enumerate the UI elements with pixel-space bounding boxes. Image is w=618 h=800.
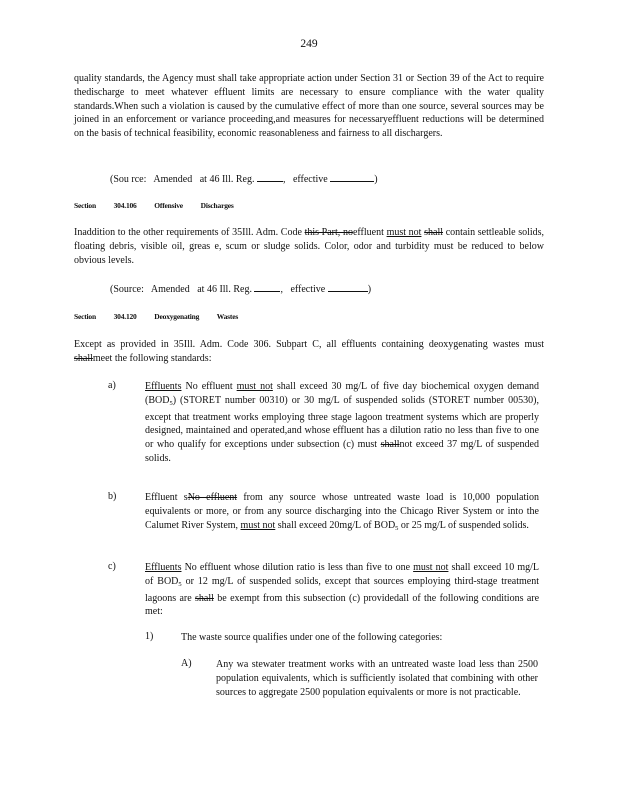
struck-text: this Part, no [304,227,353,238]
item-c1-label: 1) [145,631,154,642]
source-label: (Sou rce: [110,174,147,185]
item-b-label: b) [108,491,117,502]
paragraph-enforcement-text: quality standards, the Agency must shall take appropriate action under Section 31 or Section 39 of the Act to require thedischarge to meet whatever effluent limits are necessary to ensure compliance with the water quality standards.When such a violation is caused by the cumulative effect of more than one source, several sources may be joined in an enforcement or variance proceeding,and measures for necessaryeffluent reductions will be determined on the basis of technical feasibility, economic reasonableness and fairness to all dischargers. [74,73,544,140]
reg-blank [257,172,283,182]
item-c1: The waste source qualifies under one of the following categories: [181,632,443,643]
item-cA-label: A) [181,658,192,669]
item-a-label: a) [108,380,116,391]
inserted-text: must not [386,227,422,238]
effective-blank [330,172,374,182]
source-effective: effective [292,174,328,185]
source-note-1: (Sou rce: Amended at 46 Ill. Reg. , effective ) [110,174,378,185]
paragraph-offensive-discharges: Inaddition to the other requirements of 35Ill. Adm. Code this Part, noeffluent must not shall contain settleable solids, floating debris, visible oil, greas e, scum or sludge solids. Color, odor and turbidity must be reduced to below obvious levels. [74,227,545,266]
section-heading-304-120: Section 304.120 Deoxygenating Wastes [74,312,239,321]
page-number: 249 [300,38,318,50]
paragraph-deoxygenating: Except as provided in 35Ill. Adm. Code 306. Subpart C, all effluents containing deoxygenating wastes must shallmeet the following standards: [74,339,544,364]
item-a: Effluents No effluent must not shall exceed 30 mg/L of five day biochemical oxygen demand $(BOD_5)$ (STORET number 00310) or 30 mg/L of suspended solids (STORET number 00530), except that treatment works employing three stage lagoon treatment systems which are properly designed, maintained and operated,and whose effluent has a dilution ratio no less than five to one or who qualify for exceptions under subsection (c) must shallnot exceed 37 mg/L of suspended solids. [145,381,540,464]
item-c: Effluents No effluent whose dilution ratio is less than five to one must not shall exceed 10 mg/L of $BOD_5$ or 12 mg/L of suspended solids, except that sources employing third-stage treatment lagoons are shall be exempt from this subsection (c) providedall of the following conditions are met: [145,562,540,618]
item-c-label: c) [108,561,116,572]
section-heading-304-106: Section 304.106 Offensive Discharges [74,201,234,210]
source-amended: Amended [153,174,193,185]
item-cA: Any wa stewater treatment works with an untreated waste load less than 2500 population equivalents, which is sufficiently isolated that combining with other sources to aggregate 2500 population equivalents or more is not practicable. [216,659,538,698]
item-b: Effluent sNo effluent from any source whose untreated waste load is 10,000 population equivalents or more, or from any source discharging into the Chicago River System or into the Calumet River System, must not shall exceed 20mg/L of $BOD_5$ or 25 mg/L of suspended solids. [145,492,539,532]
paragraph-enforcement [74,72,544,141]
source-note-2: (Source: Amended at 46 Ill. Reg. , effective ) [110,284,372,295]
struck-text: shall [424,227,444,238]
source-reg: at 46 Ill. Reg. [199,174,255,185]
